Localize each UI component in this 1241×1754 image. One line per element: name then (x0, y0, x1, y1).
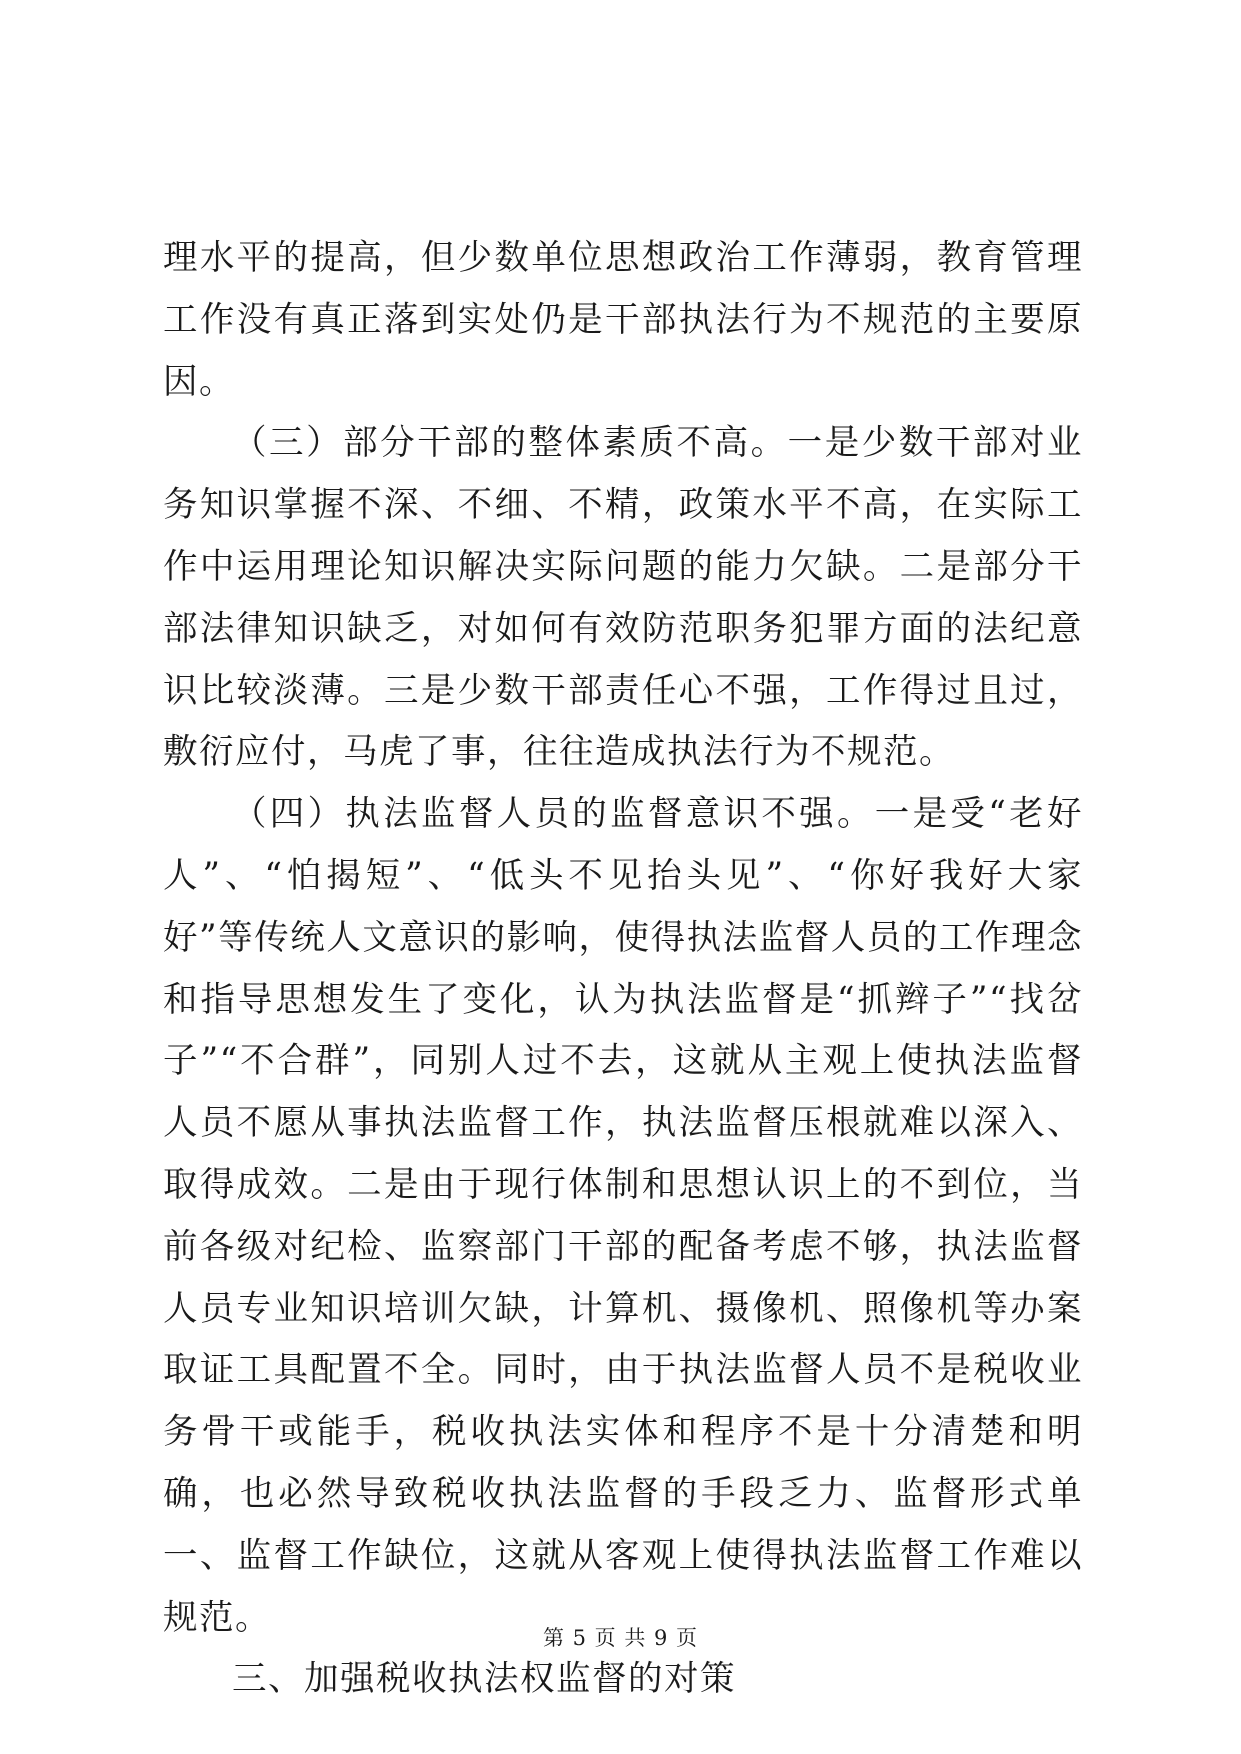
paragraph-continuation: 理水平的提高，但少数单位思想政治工作薄弱，教育管理工作没有真正落到实处仍是干部执法行为不规范的主要原因。 (163, 238, 1083, 402)
paragraph-section-three: （三）部分干部的整体素质不高。一是少数干部对业务知识掌握不深、不细、不精，政策水平不高，在实际工作中运用理论知识解决实际问题的能力欠缺。二是部分干部法律知识缺乏，对如何有效防范职务犯罪方面的法纪意识比较淡薄。三是少数干部责任心不强，工作得过且过，敷衍应付，马虎了事，往往造成执法行为不规范。 (163, 423, 1083, 773)
document-body (163, 228, 1083, 1711)
paragraph-section-four: （四）执法监督人员的监督意识不强。一是受“老好人”、“怕揭短”、“低头不见抬头见”、“你好我好大家好”等传统人文意识的影响，使得执法监督人员的工作理念和指导思想发生了变化，认为执法监督是“抓辫子”“找岔子”“不合群”，同别人过不去，这就从主观上使执法监督人员不愿从事执法监督工作，执法监督压根就难以深入、取得成效。二是由于现行体制和思想认识上的不到位，当前各级对纪检、监察部门干部的配备考虑不够，执法监督人员专业知识培训欠缺，计算机、摄像机、照像机等办案取证工具配置不全。同时，由于执法监督人员不是税收业务骨干或能手，税收执法实体和程序不是十分清楚和明确，也必然导致税收执法监督的手段乏力、监督形式单一、监督工作缺位，这就从客观上使得执法监督工作难以规范。 (163, 794, 1083, 1638)
section-heading-countermeasures: 三、加强税收执法权监督的对策 (232, 1659, 736, 1700)
page-number-footer: 第 5 页 共 9 页 (542, 1626, 699, 1650)
